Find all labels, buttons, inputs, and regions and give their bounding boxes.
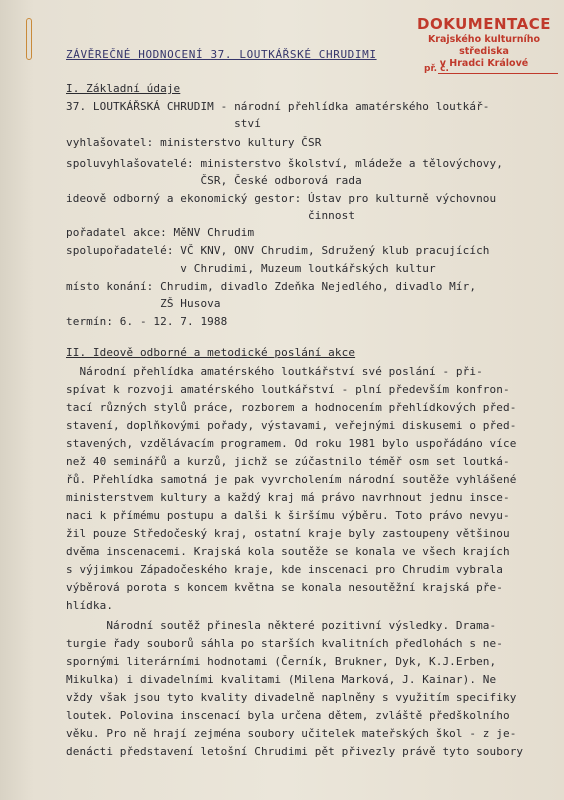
section-2-line: denácti představení letošní Chrudimi pět přivezly právě tyto soubory [66,745,524,758]
stamp-line-2: v Hradci Králové [439,58,529,69]
section-1-line: 37. LOUTKÁŘSKÁ CHRUDIM - národní přehlídka amatérského loutkář- [66,100,490,113]
section-2-heading: II. Ideově odborné a metodické poslání akce [66,346,356,359]
archive-stamp [404,14,564,80]
section-2-line: věku. Pro ně hrají zejména soubory učitelek mateřských škol - z je- [66,727,517,740]
section-1-line: ství [66,117,261,130]
stamp-ref-label: př. č. [424,64,449,74]
section-1-line: termín: 6. - 12. 7. 1988 [66,315,228,328]
section-2-line: Mikulka) i divadelními kvalitami (Milena Marková, J. Kainar). Ne [66,673,497,686]
section-2-line: dvěma inscenacemi. Krajská kola soutěže se konala ve všech krajích [66,545,510,558]
section-2-line: Národní přehlídka amatérského loutkářství své poslání - při- [66,365,483,378]
section-1-line: místo konání: Chrudim, divadlo Zdeňka Nejedlého, divadlo Mír, [66,280,477,293]
section-1-line: spolupořadatelé: VČ KNV, ONV Chrudim, Sdružený klub pracujících [66,244,490,257]
stamp-ref-line [438,73,558,74]
section-2-line: řů. Přehlídka samotná je pak vyvrcholením národní soutěže vyhlášené [66,473,517,486]
section-1-line: ideově odborný a ekonomický gestor: Ústav pro kulturně výchovnou [66,192,497,205]
section-1-line: ČSR, České odborová rada [66,174,362,187]
section-2-line: stavení, doplňkovými pořady, výstavami, veřejnými diskusemi o před- [66,419,517,432]
section-2-line: vždy však jsou tyto kvality divadelně naplněny s využitím specifiky [66,691,517,704]
section-2-line: hlídka. [66,599,114,612]
section-2-line: naci k přímému postupu a dalši k širšímu výběru. Toto právo nevyu- [66,509,510,522]
document-title: ZÁVĚREČNÉ HODNOCENÍ 37. LOUTKÁŘSKÉ CHRUDIMI [66,48,377,61]
section-2-line: spívat k rozvoji amatérského loutkářství - plní především konfron- [66,383,510,396]
section-2-line: spornými literárními hodnotami (Černík, Brukner, Dyk, K.J.Erben, [66,655,497,668]
section-1-line: vyhlašovatel: ministerstvo kultury ČSR [66,136,322,149]
section-1-heading: I. Základní údaje [66,82,181,95]
section-2-line: turgie řady souborů sáhla po starších kvalitních předlohách s ne- [66,637,503,650]
section-2-line: tací různých stylů práce, rozborem a hodnocením přehlídkových před- [66,401,517,414]
paper-clip-mark [26,18,32,60]
section-2-line: výběrová porota s koncem května se konala nesoutěžní krajská pře- [66,581,503,594]
section-1-line: v Chrudimi, Muzeum loutkářských kultur [66,262,436,275]
section-2-line: než 40 seminářů a kurzů, jichž se zúčastnilo téměř osm set loutká- [66,455,510,468]
section-2-line: Národní soutěž přinesla některé pozitivní výsledky. Drama- [66,619,497,632]
section-1-line: ZŠ Husova [66,297,221,310]
section-2-line: loutek. Polovina inscenací byla určena dětem, zvláště předškolního [66,709,510,722]
stamp-title: DOKUMENTACE [417,15,551,33]
section-2-line: žil pouze Středočeský kraj, ostatní kraje byly zastoupeny většinou [66,527,510,540]
section-1-line: činnost [66,209,356,222]
section-2-line: s výjimkou Západočeského kraje, kde inscenaci pro Chrudim vybrala [66,563,503,576]
stamp-line-1: Krajského kulturního střediska [427,34,541,57]
section-1-line: spoluvyhlašovatelé: ministerstvo školství, mládeže a tělovýchovy, [66,157,503,170]
section-2-line: ministerstvem kultury a každý kraj má právo navrhnout jednu insce- [66,491,510,504]
section-1-line: pořadatel akce: MěNV Chrudim [66,226,255,239]
section-2-line: stavených, vzdělávacím programem. Od roku 1981 bylo uspořádáno více [66,437,517,450]
